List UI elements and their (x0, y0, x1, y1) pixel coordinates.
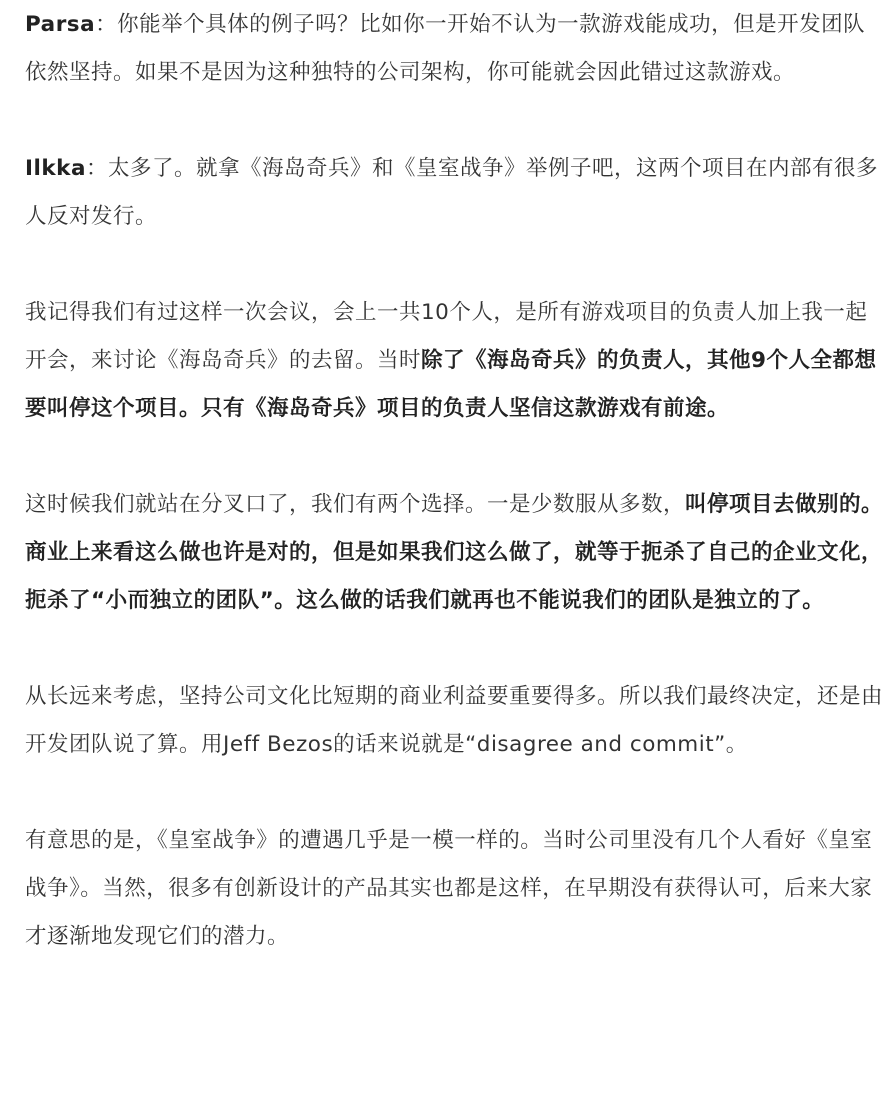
paragraph-spacer (25, 769, 887, 817)
paragraph-spacer (25, 97, 887, 145)
article-body (25, 0, 887, 961)
paragraph-text: 我记得我们有过这样一次会议，会上一共10个人，是所有游戏项目的负责人加上我一起开会，来讨论《海岛奇兵》的去留。当时 (25, 300, 868, 373)
paragraph-parsa-question (25, 0, 887, 97)
paragraph-text: ：你能举个具体的例子吗？比如你一开始不认为一款游戏能成功，但是开发团队依然坚持。如果不是因为这种独特的公司架构，你可能就会因此错过这款游戏。 (25, 12, 866, 85)
speaker-name: Ilkka (25, 156, 86, 181)
paragraph-spacer (25, 433, 887, 481)
paragraph-clash-royale (25, 817, 887, 961)
paragraph-text: 从长远来考虑，坚持公司文化比短期的商业利益要重要得多。所以我们最终决定，还是由开发团队说了算。用Jeff Bezos的话来说就是“disagree and commit”。 (25, 684, 884, 757)
paragraph-text: 这时候我们就站在分叉口了，我们有两个选择。一是少数服从多数， (25, 492, 686, 517)
paragraph-ilkka-answer (25, 145, 887, 241)
paragraph-emphasis: 除了《海岛奇兵》的负责人，其他9个人全都想要叫停这个项目。只有《海岛奇兵》项目的负责人坚信这款游戏有前途。 (25, 348, 877, 421)
paragraph-meeting (25, 289, 887, 433)
paragraph-text: ：太多了。就拿《海岛奇兵》和《皇室战争》举例子吧，这两个项目在内部有很多人反对发行。 (25, 156, 878, 229)
paragraph-crossroads (25, 481, 887, 625)
paragraph-emphasis: 叫停项目去做别的。商业上来看这么做也许是对的，但是如果我们这么做了，就等于扼杀了自己的企业文化，扼杀了“小而独立的团队”。这么做的话我们就再也不能说我们的团队是独立的了。 (25, 492, 884, 613)
paragraph-spacer (25, 625, 887, 673)
speaker-name: Parsa (25, 12, 96, 37)
paragraph-spacer (25, 241, 887, 289)
paragraph-long-term (25, 673, 887, 769)
paragraph-text: 有意思的是，《皇室战争》的遭遇几乎是一模一样的。当时公司里没有几个人看好《皇室战争》。当然，很多有创新设计的产品其实也都是这样，在早期没有获得认可，后来大家才逐渐地发现它们的潜力。 (25, 828, 873, 949)
